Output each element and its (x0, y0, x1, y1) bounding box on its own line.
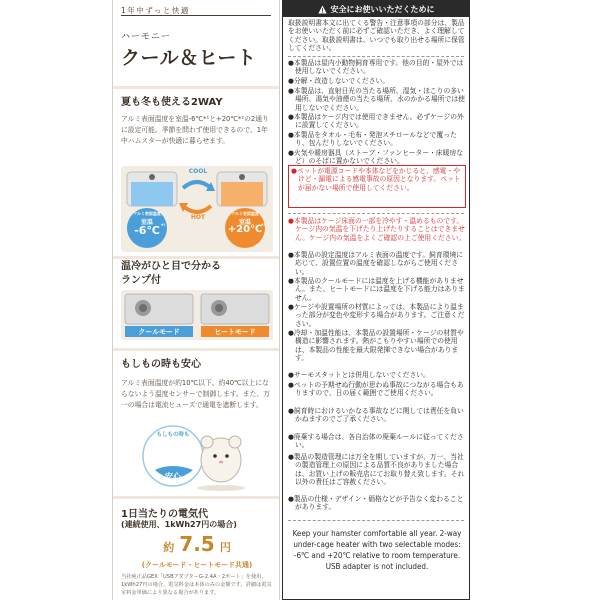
english-description: Keep your hamster comfortable all year. 2-way under-cage heater with two selectable modes: -6℃ and +20℃ relative to room temperature. USB adapter is not included. (292, 529, 462, 571)
section-divider (113, 496, 279, 499)
section2-title-line1: 温冷がひと目で分かる (121, 261, 221, 272)
safety-item: ●本製品の設定温度はアルミ表面の温度です。飼育環境に応じて、設置位置の温度を確認しながらご使用ください。 (288, 251, 464, 276)
dashed-separator (288, 213, 464, 214)
safety-illustration (121, 420, 273, 492)
hot-badge-note: *² (261, 224, 266, 229)
cool-badge-note: *¹ (161, 224, 166, 229)
cool-badge-value: -6℃ (134, 224, 160, 237)
safety-intro: 取扱説明書本文に出てくる警告・注意事項の部分は、製品をお使いいただく前に必ずご確認いただき、よく理解してください。取扱説明書は、いつでも取り出せる場所に保管してください。 (288, 19, 465, 53)
safety-header-title: 安全にお使いいただくために (330, 4, 435, 14)
footnote: 当社純正品GEX「USBアダプターG-2.4A・2ポート」を使用、1kWh27円の場合。電気料金は本体のみの金額です。詳細は電気室料金単価により異なる場合があります。 (121, 574, 272, 596)
safety-item-warning: ●本製品はケージ床面の一部を冷やす・温めるものです。ケージ内の気温を下げたり上げたりすることはできません。ケージ内の気温をよくご確認の上ご使用ください。 (288, 217, 466, 242)
safety-item: ●本製品のクールモードには温度を上げる機能がありません。また、ヒートモードには温度を下げる能力はありません。 (288, 277, 465, 302)
price-condition: (連続使用、1kWh27円の場合) (121, 520, 237, 529)
cool-mode-label: クールモード (138, 328, 180, 336)
safety-item: ●ペットの予期せぬ行動が思わぬ事故につながる場合もありますので、日の届く範囲でご使用ください。 (288, 381, 464, 398)
safety-item: ●飼育時におけるいかなる事故などに関しては責任を負いかねますのでご了承ください。 (288, 407, 464, 424)
section1-title: 夏も冬も使える2WAY (121, 97, 223, 108)
tagline: 1年中ずっと快適 (121, 6, 190, 15)
lamp-illustration (121, 290, 273, 340)
cool-hot-illustration (121, 166, 273, 252)
price-prefix: 約 (163, 541, 175, 554)
hot-arrow-label: HOT (190, 214, 206, 221)
section2-title-line2: ランプ付 (121, 275, 161, 286)
safety-item: ●火気や暖房器具（ストーブ・ファンヒーター・床暖房など）のそばに置かないでください。 (288, 149, 464, 166)
hot-badge-top: アルミ表面温度 (231, 211, 259, 216)
price-unit: 円 (219, 541, 231, 554)
ring-text: もしもの時も (156, 432, 190, 438)
bubble-text: 安心 (165, 472, 181, 481)
safety-item: ●本製品は、直射日光の当たる場所、湿気・ほこりの多い場所、湯気や油煙の当たる場所、水のかかる場所では使用しないでください。 (288, 87, 465, 112)
section1-body: アルミ表面温度を室温-6℃*¹と+20℃*²の2通りに設定可能。季節を問わず使用できるので、1年中ハムスターが快適に暮らせます。 (121, 115, 269, 145)
safety-item: ●冷却・加温性能は、本製品の設置場所・ケージの材質や構造に影響されます。熱がこもりやすい場所での使用は、本製品の性能を最大限発揮できない場合があります。 (288, 329, 464, 363)
safety-item: ●サーモスタットとは併用しないでください。 (288, 371, 430, 379)
cool-arrow-label: COOL (188, 168, 208, 175)
section-divider (113, 348, 279, 351)
heat-mode-label: ヒートモード (214, 328, 256, 336)
safety-item: ●本製品は屋内小動物飼育専用です。他の目的・屋外では使用しないでください。 (288, 59, 464, 76)
feature-panel (112, 0, 280, 600)
product-name: クール＆ヒート (121, 47, 257, 69)
price-value (121, 532, 273, 556)
safety-item: ●分解・改造しないでください。 (288, 77, 390, 85)
safety-item: ●ケージや設置場所の材質によっては、本製品により温まった部分が変色や変形する場合があります。ご注意ください。 (288, 303, 465, 328)
safety-item: ●製品の製造管理には万全を期していますが、万一、当社の製造管理上の原因による品質不良がありました場合は、お買い上げの販売店にてお取り替え致します。それ以外の責任はご容赦ください。 (288, 453, 465, 487)
safety-item: ●本製品はケージ内では使用できません。必ずケージの外に設置してください。 (288, 113, 464, 130)
brand-name: ハーモニー (121, 32, 172, 42)
safety-item: ●本製品をタオル・毛布・発泡スチロールなどで覆ったり、包んだりしないでください。 (288, 131, 457, 148)
hamster-svg (121, 420, 273, 492)
safety-item: ●廃棄する場合は、各自治体の廃棄ルールに従ってください。 (288, 433, 464, 450)
safety-panel (282, 0, 470, 600)
price-number: 7.5 (179, 532, 215, 556)
cool-badge-top: アルミ表面温度 (133, 211, 161, 216)
price-title: 1日当たりの電気代 (121, 509, 208, 520)
dashed-separator (288, 56, 464, 57)
section-divider (113, 86, 279, 89)
section3-title: もしもの時も安心 (121, 359, 201, 370)
safety-item-warning: ●ペットが電源コードや本体などをかじると、感電・やけど・漏電による感電事故の原因となります。ペットが届かない場所で使用してください。 (291, 167, 461, 192)
cool-badge-mid: 室温 (140, 219, 153, 226)
hot-badge-value: +20℃ (227, 224, 263, 235)
cool-hot-svg (121, 166, 273, 252)
tagline-rule (121, 15, 271, 16)
warning-icon (318, 5, 327, 14)
section3-body: アルミ表面温度が約10℃以下、約40℃以上にならないよう温度センサーで制御します。また、万一の場合は電流ヒューズで通電を遮断します。 (121, 379, 270, 409)
section-divider (113, 256, 279, 259)
dashed-separator (288, 520, 464, 521)
safety-header (283, 1, 469, 17)
safety-item: ●製品の仕様・デザイン・価格などが予告なく変わることがあります。 (288, 495, 464, 512)
hot-badge-mid: 室温 (238, 219, 251, 226)
price-note: (クールモード・ヒートモード共通) (141, 561, 253, 569)
